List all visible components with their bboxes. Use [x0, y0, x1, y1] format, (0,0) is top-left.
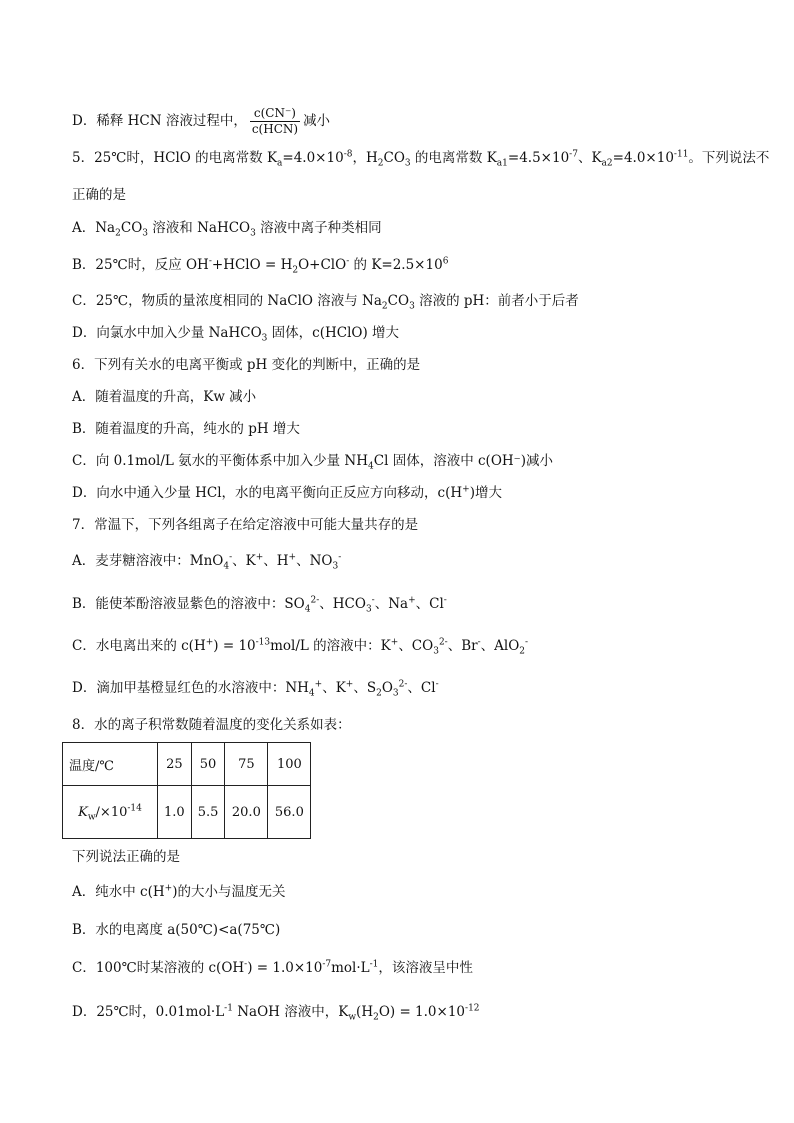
table-cell: 100 [268, 743, 311, 786]
table-cell: 50 [191, 743, 225, 786]
q8-after-table: 下列说法正确的是 [72, 849, 180, 865]
q7-option-d: D．滴加甲基橙显红色的水溶液中：$NH_4^+$、K+、$S_2O_3^{2-}$、Cl- [72, 679, 439, 699]
q5-option-c: C．25℃，物质的量浓度相同的 NaClO 溶液与 $Na_2CO_3$ 溶液的 pH：前者小于后者 [72, 293, 579, 312]
fraction-numerator: c(CN⁻) [250, 106, 300, 122]
table-cell: 20.0 [225, 786, 268, 839]
q5-option-d: D．向氯水中加入少量 NaHCO$_3$ 固体，c(HClO) 增大 [72, 325, 400, 344]
table-row-kw [63, 786, 311, 839]
q4-option-d-tail: 减小 [303, 113, 331, 129]
fraction-denominator: c(HCN) [251, 122, 299, 136]
q7-option-a: A．麦芽糖溶液中：MnO$_4$-、K+、H+、$NO_3^-$ [72, 552, 342, 572]
q5-stem-line2: 正确的是 [72, 187, 126, 203]
q5-option-a: A．$Na_2CO_3$ 溶液和 NaHCO$_3$ 溶液中离子种类相同 [72, 220, 382, 239]
q6-stem: 6．下列有关水的电离平衡或 pH 变化的判断中，正确的是 [72, 357, 421, 373]
q8-option-b: B．水的电离度 a(50℃)<a(75℃) [72, 922, 281, 938]
q8-option-c: C．100℃时某溶液的 $c(OH^-) = 1.0\times 10^{-7}mol\cdot L^{-1}$，该溶液呈中性 [72, 959, 473, 976]
table-cell: 1.0 [158, 786, 192, 839]
q7-stem: 7．常温下，下列各组离子在给定溶液中可能大量共存的是 [72, 517, 419, 533]
table-cell: 5.5 [191, 786, 225, 839]
table-cell: 56.0 [268, 786, 311, 839]
q4-option-d-text: D．稀释 HCN 溶液过程中， [72, 113, 247, 129]
q6-option-c: C．向 0.1mol/L 氨水的平衡体系中加入少量 $NH_4Cl$ 固体，溶液中 c(OH⁻)减小 [72, 453, 554, 472]
q7-option-c: C．水电离出来的 $c(H^+) = 10^{-13}mol/L$ 的溶液中：K+、$CO_3^{2-}$、Br-、AlO$_2$- [72, 637, 529, 657]
table-cell: 75 [225, 743, 268, 786]
q6-option-b: B．随着温度的升高，纯水的 pH 增大 [72, 421, 300, 437]
table-header-temperature: 温度/℃ [63, 743, 158, 786]
q4-option-d-fraction [250, 106, 300, 137]
q8-option-a: A．纯水中 c(H+)的大小与温度无关 [72, 883, 286, 900]
table-header-kw: $K_w/\times 10^{-14}$ [63, 786, 158, 839]
q5-option-b: B．25℃时，反应 OH-+HClO = $H_2O+ClO^-$ 的 $K=2.5\times 10^6$ [72, 256, 449, 276]
table-row-temperature [63, 743, 311, 786]
q6-option-d: D．向水中通入少量 HCl，水的电离平衡向正反应方向移动，c(H+)增大 [72, 484, 502, 501]
kw-temperature-table [62, 742, 311, 839]
table-cell: 25 [158, 743, 192, 786]
q4-option-d [72, 106, 330, 137]
q6-option-a: A．随着温度的升高，Kw 减小 [72, 389, 257, 405]
q5-stem: 5．25℃时，HClO 的电离常数 $K_a=4.0\times 10^{-8}$，$H_2CO_3$ 的电离常数 $K_{a1}=4.5\times 10^{-7}$、$K_{a2}=4.0\times 10^{-11}$。下列说法不 [72, 149, 770, 169]
q8-stem: 8．水的离子积常数随着温度的变化关系如表： [72, 717, 351, 733]
q7-option-b: B．能使苯酚溶液显紫色的溶液中：$SO_4^{2-}$、$HCO_3^-$、Na+、Cl- [72, 595, 447, 615]
q8-option-d: D．25℃时，$0.01mol\cdot L^{-1}$ NaOH 溶液中，$K_w(H_2O) = 1.0\times 10^{-12}$ [72, 1003, 480, 1023]
